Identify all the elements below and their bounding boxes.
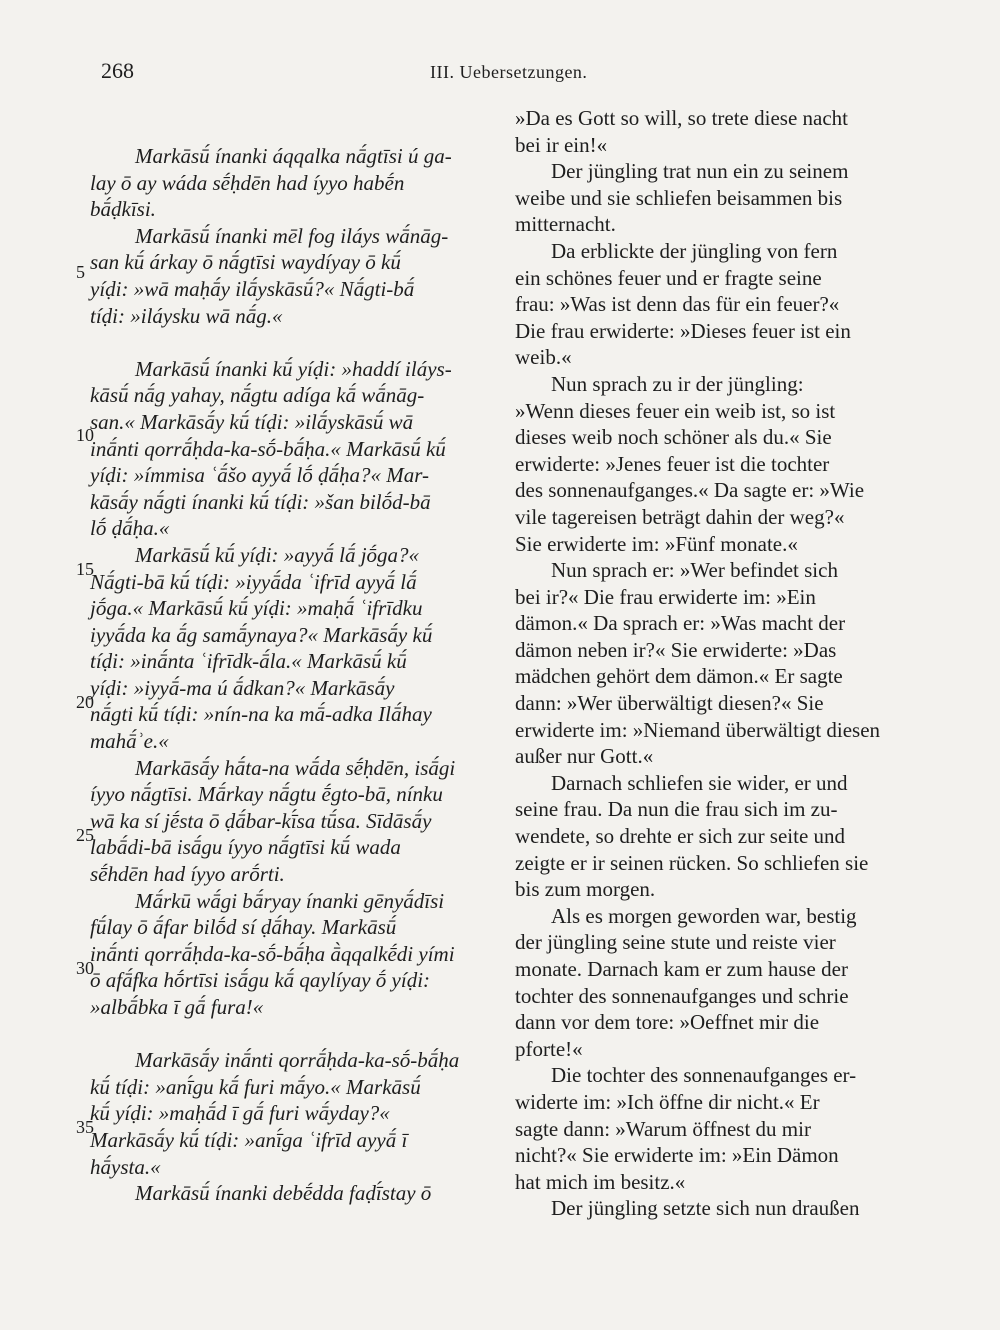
text-line: »Wenn dieses feuer ein weib ist, so ist xyxy=(515,398,836,423)
text-line: tíḍi: »iláysku wā nā́g.« xyxy=(90,303,283,328)
text-line: widerte im: »Ich öffne dir nicht.« Er xyxy=(515,1089,820,1114)
text-line: kāsā́y nā́gti ínanki kū́ tíḍi: »šan bilṓd-bā xyxy=(90,489,431,514)
text-line: bā́ḍkīsi. xyxy=(90,197,156,222)
text-line: Darnach schliefen sie wider, er und xyxy=(551,770,848,795)
text-line: tíḍi: »inā́nta ʿifrīdk-ā́la.« Markāsū́ kū́ xyxy=(90,649,407,674)
text-line: san.« Markāsā́y kū́ tíḍi: »ilā́yskāsū́ wā xyxy=(90,409,414,434)
text-line: iyyā́da ka ā́g samā́ynaya?« Markāsā́y kū́ xyxy=(90,622,433,647)
line-number: 35 xyxy=(76,1117,94,1137)
text-line: pforte!« xyxy=(515,1036,583,1061)
text-line: san kū́ árkay ō nā́gtīsi waydíyay ō kū́ xyxy=(90,250,401,275)
line-number: 5 xyxy=(76,262,85,282)
text-line: nā́gti kū́ tíḍi: »nín-na ka mā́-adka Ilā́hay xyxy=(90,702,432,727)
text-line: kū́ yíḍi: »maḥā́d ī gā́ furi wā́yday?« xyxy=(90,1101,390,1126)
text-line: yíḍi: »wā maḥā́y ilā́yskāsū́?« Nā́gti-bā́ xyxy=(90,276,415,301)
text-line: inā́nti qorrā́ḥda-ka-sṓ-bā́ḥa ā̀qqalkḗdi yími xyxy=(90,941,455,966)
text-line: Mā́rkū wā́gi bā́ryay ínanki gēnyā́dīsi xyxy=(135,888,445,913)
running-title: III. Uebersetzungen. xyxy=(430,62,588,82)
text-line: Die frau erwiderte: »Dieses feuer ist ein xyxy=(515,318,851,343)
text-line: ein schönes feuer und er fragte seine xyxy=(515,265,822,290)
text-line: dieses weib noch schöner als du.« Sie xyxy=(515,425,832,450)
text-line: ō afā́fka hṓrtīsi isā́gu kā́ qaylíyay ṓ yíḍi: xyxy=(90,968,431,993)
text-line: frau: »Was ist denn das für ein feuer?« xyxy=(515,292,840,317)
text-line: tochter des sonnenaufganges und schrie xyxy=(515,983,849,1008)
line-number: 10 xyxy=(76,425,94,445)
text-line: bei ir?« Die frau erwiderte im: »Ein xyxy=(515,584,816,609)
text-line: Da erblickte der jüngling von fern xyxy=(551,238,838,263)
text-line: seine frau. Da nun die frau sich im zu- xyxy=(515,797,838,822)
text-line: vile tagereisen beträgt dahin der weg?« xyxy=(515,504,845,529)
text-line: erwiderte: »Jenes feuer ist die tochter xyxy=(515,451,830,476)
text-line: Nun sprach zu ir der jüngling: xyxy=(551,371,804,396)
line-number: 25 xyxy=(76,825,94,845)
text-line: Als es morgen geworden war, bestig xyxy=(551,903,857,928)
text-line: des sonnenaufganges.« Da sagte er: »Wie xyxy=(515,478,865,503)
text-line: Nun sprach er: »Wer befindet sich xyxy=(551,558,838,583)
text-line: Markāsā́y kū́ tíḍi: »anī́ga ʿifrīd ayyā́ ī xyxy=(90,1127,408,1152)
text-line: wendete, so drehte er sich zur seite und xyxy=(515,824,846,849)
line-number: 20 xyxy=(76,692,94,712)
text-line: »Da es Gott so will, so trete diese nacht xyxy=(515,106,849,130)
text-line: Der jüngling setzte sich nun draußen xyxy=(551,1196,860,1221)
text-line: außer nur Gott.« xyxy=(515,744,654,769)
text-line: inā́nti qorrā́ḥda-ka-sṓ-bā́ḥa.« Markāsū́ kū́ xyxy=(90,436,446,461)
text-line: Markāsū́ kū́ yíḍi: »ayyā́ lā́ jṓga?« xyxy=(135,542,420,567)
text-line: dann vor dem tore: »Oeffnet mir die xyxy=(515,1010,820,1035)
text-line: wā ka sí jḗsta ō ḍā́bar-kī́sa tū́sa. Sīdāsā́y xyxy=(90,808,432,833)
somali-text-column xyxy=(80,143,490,1207)
text-line: mahā́ʾe.« xyxy=(90,729,169,754)
text-line: Markāsā́y inā́nti qorrā́ḥda-ka-sṓ-bā́ḥa xyxy=(135,1048,460,1073)
text-line: weib.« xyxy=(515,345,572,370)
text-line: lṓ ḍā́ḥa.« xyxy=(90,516,170,541)
text-line: monate. Darnach kam er zum hause der xyxy=(515,957,848,981)
text-line: Markāsū́ ínanki kū́ yíḍi: »haddí iláys- xyxy=(135,356,452,381)
text-line: nicht?« Sie erwiderte im: »Ein Dämon xyxy=(515,1143,839,1168)
text-line: Nā́gti-bā kū́ tíḍi: »iyyā́da ʿifrīd ayyā́ lā́ xyxy=(90,569,417,594)
text-line: weibe und sie schliefen beisammen bis xyxy=(515,185,843,210)
text-line: dämon neben ir?« Sie erwiderte: »Das xyxy=(515,637,837,662)
german-translation-column xyxy=(515,105,910,1222)
text-line: jṓga.« Markāsū́ kū́ yíḍi: »maḥā́ ʿifrīdku xyxy=(90,596,423,621)
text-line: Die tochter des sonnenaufganges er- xyxy=(551,1063,857,1088)
line-number: 15 xyxy=(76,559,94,579)
text-line: yíḍi: »ímmisa ʿā́šo ayyā́ lṓ ḍā́ḥa?« Mar- xyxy=(90,463,430,488)
line-number: 30 xyxy=(76,958,94,978)
text-line: Der jüngling trat nun ein zu seinem xyxy=(551,159,849,184)
text-line: íyyo nā́gtīsi. Mā́rkay nā́gtu ḗgto-bā, nínku xyxy=(90,782,443,807)
text-line: erwiderte im: »Niemand überwältigt diesen xyxy=(515,717,881,742)
text-line: Markāsū́ ínanki mēl fog iláys wā́nāg- xyxy=(135,223,449,248)
text-line: dämon.« Da sprach er: »Was macht der xyxy=(515,611,846,636)
text-line: lay ō ay wáda sḗḥdēn had íyyo habḗn xyxy=(90,170,405,195)
text-line: »albā́bka ī gā́ fura!« xyxy=(90,995,264,1019)
text-line: Sie erwiderte im: »Fünf monate.« xyxy=(515,531,798,556)
text-line: zeigte er ir seinen rücken. So schliefen sie xyxy=(515,850,869,875)
text-line: bei ir ein!« xyxy=(515,132,608,157)
text-line: sḗhdēn had íyyo arṓrti. xyxy=(90,862,285,887)
text-line: sagte dann: »Warum öffnest du mir xyxy=(515,1116,811,1141)
text-line: hā́ysta.« xyxy=(90,1154,161,1179)
text-line: Markāsā́y hā́ta-na wā́da sḗḥdēn, isā́gi xyxy=(135,755,456,780)
text-line: der jüngling seine stute und reiste vier xyxy=(515,930,836,955)
text-line: fū́lay ō ā́far bilṓd sí ḍā́hay. Markāsū́ xyxy=(90,915,397,940)
page-number: 268 xyxy=(101,58,134,83)
text-line: kū́ tíḍi: »anī́gu kā́ furi mā́yo.« Markāsū́ xyxy=(90,1074,421,1099)
text-line: mitternacht. xyxy=(515,212,616,237)
text-line: yíḍi: »iyyā́-ma ú ā́dkan?« Markāsā́y xyxy=(90,675,395,700)
text-line: dann: »Wer überwältigt diesen?« Sie xyxy=(515,691,824,716)
text-line: Markāsū́ ínanki áqqalka nā́gtīsi ú ga- xyxy=(135,144,452,168)
text-line: kāsū́ nā́g yahay, nā́gtu adíga kā́ wā́nāg- xyxy=(90,383,425,408)
text-line: mädchen gehört dem dämon.« Er sagte xyxy=(515,664,843,689)
text-line: bis zum morgen. xyxy=(515,877,656,902)
text-line: labā́di-bā isā́gu íyyo nā́gtīsi kū́ wada xyxy=(90,835,401,860)
text-line: hat mich im besitz.« xyxy=(515,1169,686,1194)
text-line: Markāsū́ ínanki debḗdda faḍī́stay ō xyxy=(135,1181,432,1206)
